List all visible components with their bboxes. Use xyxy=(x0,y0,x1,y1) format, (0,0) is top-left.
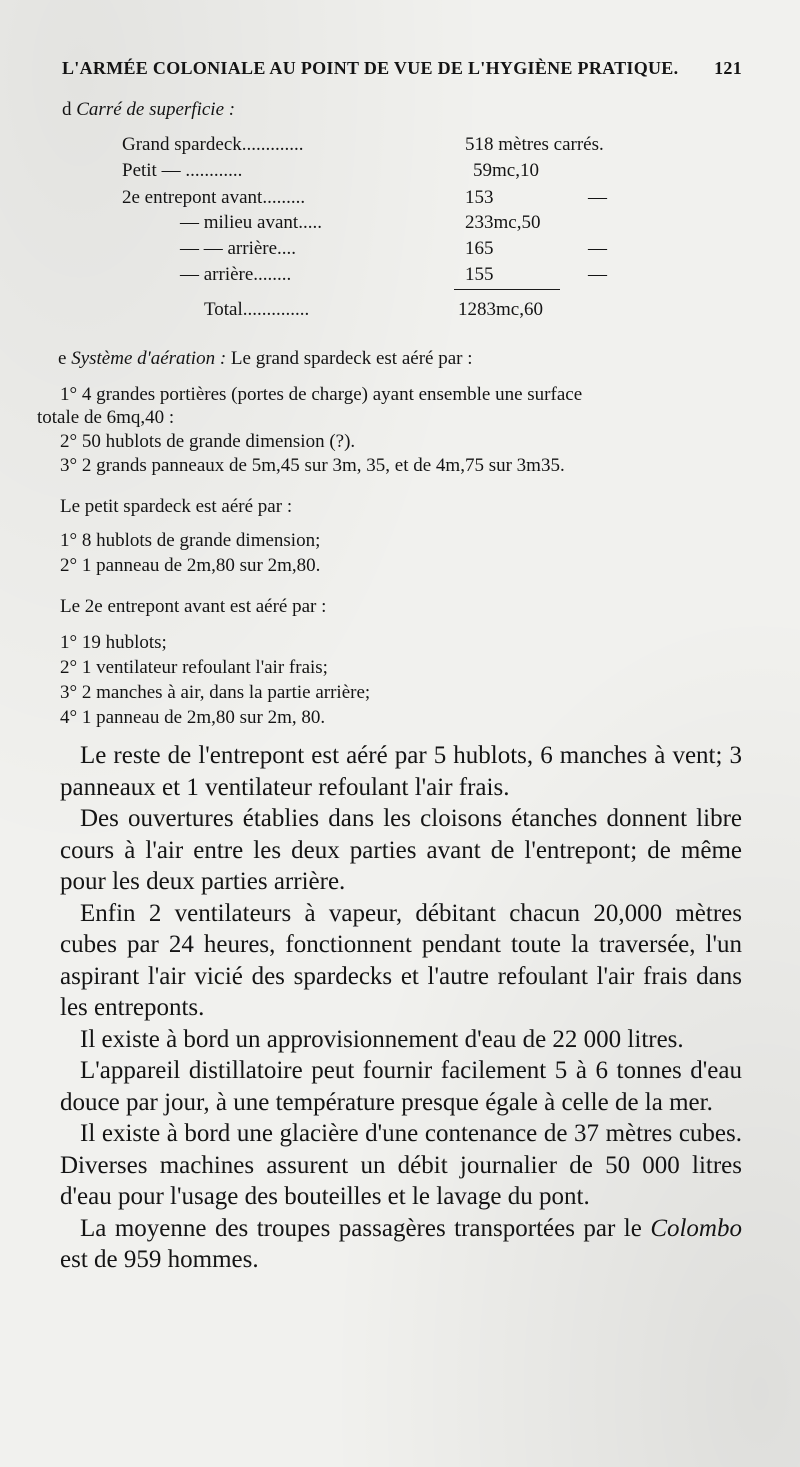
list-item: 2° 1 panneau de 2m,80 sur 2m,80. xyxy=(60,555,321,576)
total-rule xyxy=(454,289,560,290)
table-row-label: — arrière........ xyxy=(180,264,292,285)
table-row-label: — — arrière.... xyxy=(180,238,297,259)
ship-name: Colombo xyxy=(650,1214,742,1242)
paragraph: Des ouvertures établies dans les cloisons étanches donnent libre cours à l'air entre les deux parties avant de l'entrepont; de même pour les deux parties arrière. xyxy=(60,805,742,895)
table-row-value: 153 xyxy=(465,187,494,208)
table-row-unit: — xyxy=(588,238,607,259)
table-row-value: 518 mètres carrés. xyxy=(465,134,604,155)
total-value: 1283mc,60 xyxy=(458,299,543,320)
list-item: 2° 50 hublots de grande dimension (?). xyxy=(60,431,356,452)
table-row-unit: — xyxy=(588,264,607,285)
table-row-label: — milieu avant..... xyxy=(180,212,322,233)
paragraph: Enfin 2 ventilateurs à vapeur, débitant chacun 20,000 mètres cubes par 24 heures, fonctionnent pendant toute la traversée, l'un aspirant l'air vicié des spardecks et l'autre refoulant l'air frais dans les entreponts. xyxy=(60,899,742,1021)
list-item: 4° 1 panneau de 2m,80 sur 2m, 80. xyxy=(60,707,326,728)
list-item: 1° 8 hublots de grande dimension; xyxy=(60,530,321,551)
page-number: 121 xyxy=(714,58,742,78)
list-item: 1° 19 hublots; xyxy=(60,632,167,653)
entrepont-intro: Le 2e entrepont avant est aéré par : xyxy=(60,596,327,617)
section-e-heading: e Système d'aération : Le grand spardeck est aéré par : xyxy=(58,348,473,369)
list-item: 3° 2 grands panneaux de 5m,45 sur 3m, 35, et de 4m,75 sur 3m35. xyxy=(60,455,565,476)
paragraph: Il existe à bord un approvisionnement d'eau de 22 000 litres. xyxy=(80,1025,684,1053)
running-header xyxy=(62,58,742,79)
total-label: Total.............. xyxy=(204,299,310,320)
list-item: 3° 2 manches à air, dans la partie arrière; xyxy=(60,682,371,703)
body-text xyxy=(60,740,742,1276)
table-row-label: 2e entrepont avant......... xyxy=(122,187,306,208)
petit-intro: Le petit spardeck est aéré par : xyxy=(60,496,293,517)
table-row-value: 233mc,50 xyxy=(465,212,541,233)
table-row-value: 165 xyxy=(465,238,494,259)
paragraph: L'appareil distillatoire peut fournir facilement 5 à 6 tonnes d'eau douce par jour, à une température presque égale à celle de la mer. xyxy=(60,1057,742,1116)
paragraph-last: La moyenne des troupes passagères transportées par le Colombo est de 959 hommes. xyxy=(60,1214,742,1273)
table-row-value: 155 xyxy=(465,264,494,285)
section-d-heading: d Carré de superficie : xyxy=(62,99,236,120)
list-item: totale de 6mq,40 : xyxy=(37,407,175,428)
table-row-label: Grand spardeck............. xyxy=(122,134,304,155)
table-row-unit: — xyxy=(588,187,607,208)
paragraph: Il existe à bord une glacière d'une contenance de 37 mètres cubes. Diverses machines assurent un débit journalier de 50 000 litres d'eau pour l'usage des bouteilles et le lavage du pont. xyxy=(60,1120,742,1210)
table-row-value: 59mc,10 xyxy=(473,160,539,181)
paragraph: Le reste de l'entrepont est aéré par 5 hublots, 6 manches à vent; 3 panneaux et 1 ventilateur refoulant l'air frais. xyxy=(60,742,742,801)
table-row-label: Petit — ............ xyxy=(122,160,243,181)
running-title: L'ARMÉE COLONIALE AU POINT DE VUE DE L'HYGIÈNE PRATIQUE. xyxy=(62,58,679,78)
list-item: 1° 4 grandes portières (portes de charge) ayant ensemble une surface xyxy=(60,384,583,405)
list-item: 2° 1 ventilateur refoulant l'air frais; xyxy=(60,657,328,678)
